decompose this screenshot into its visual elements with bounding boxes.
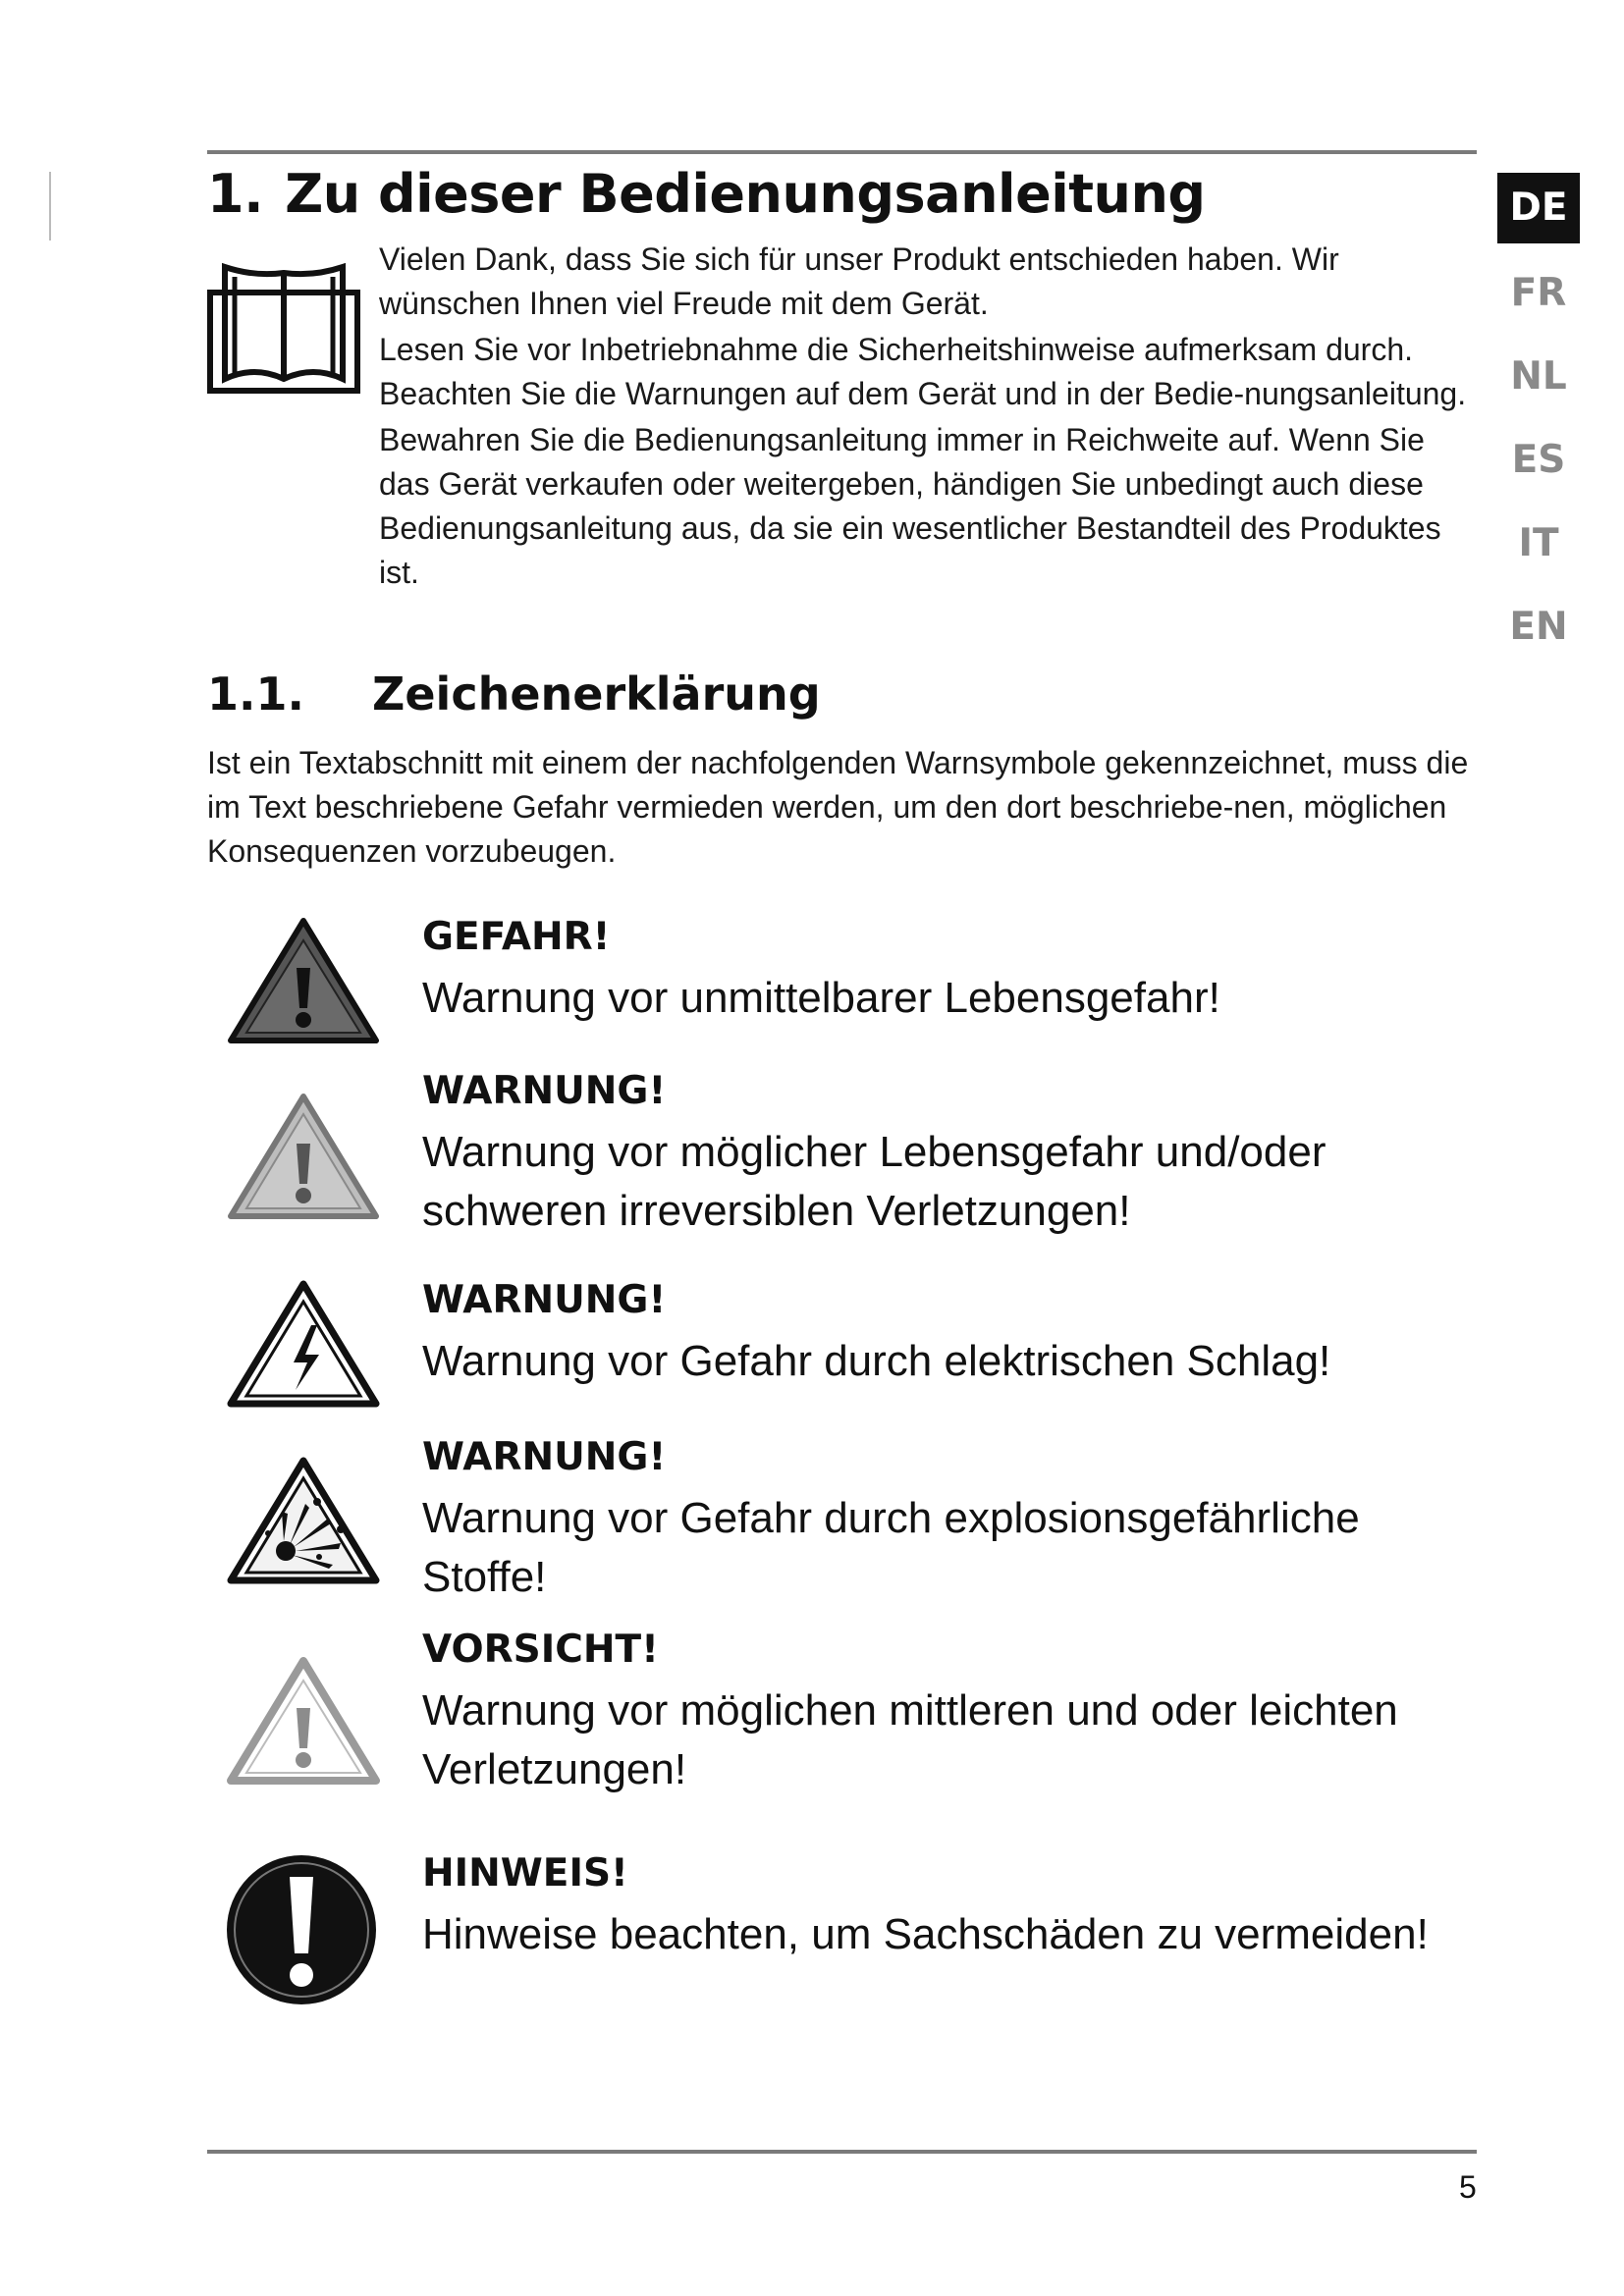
warning-text: Warnung vor möglicher Lebensgefahr und/oder schweren irreversiblen Verletzungen! bbox=[422, 1128, 1326, 1235]
page-number: 5 bbox=[1459, 2169, 1477, 2205]
warning-label: WARNUNG! bbox=[422, 1069, 667, 1113]
section-paragraph: Ist ein Textabschnitt mit einem der nachfolgenden Warnsymbole gekennzeichnet, muss die im Text beschriebene Gefahr vermieden werden, um den dort beschriebe-nen, möglichen Konsequenzen vorzubeugen. bbox=[207, 745, 1469, 869]
section-heading bbox=[207, 667, 821, 721]
explosive-icon bbox=[225, 1455, 382, 1592]
section-title: Zeichenerklärung bbox=[372, 667, 821, 721]
caution-triangle-icon bbox=[225, 1655, 382, 1792]
electric-shock-icon bbox=[225, 1278, 382, 1415]
language-tabs bbox=[1497, 173, 1580, 672]
warning-text: Warnung vor möglichen mittleren und oder leichten Verletzungen! bbox=[422, 1686, 1398, 1793]
warning-label: WARNUNG! bbox=[422, 1278, 667, 1322]
warning-text: Warnung vor unmittelbarer Lebensgefahr! bbox=[422, 974, 1220, 1022]
intro-paragraph: Lesen Sie vor Inbetriebnahme die Sicherheitshinweise aufmerksam durch. Beachten Sie die Warnungen auf dem Gerät und in der Bedie-nungsanleitung. bbox=[379, 332, 1467, 411]
language-tab-de[interactable]: DE bbox=[1497, 173, 1580, 243]
chapter-title: Zu dieser Bedienungsanleitung bbox=[285, 163, 1206, 225]
warning-label: HINWEIS! bbox=[422, 1851, 628, 1896]
language-tab-fr[interactable]: FR bbox=[1510, 271, 1567, 315]
language-tab-es[interactable]: ES bbox=[1511, 438, 1566, 482]
warning-text: Warnung vor Gefahr durch elektrischen Schlag! bbox=[422, 1337, 1331, 1385]
warning-label: WARNUNG! bbox=[422, 1435, 667, 1479]
margin-mark bbox=[49, 172, 51, 240]
warning-triangle-icon bbox=[225, 1091, 382, 1228]
intro-paragraph: Vielen Dank, dass Sie sich für unser Produkt entschieden haben. Wir wünschen Ihnen viel Freude mit dem Gerät. bbox=[379, 241, 1339, 321]
warning-text: Hinweise beachten, um Sachschäden zu vermeiden! bbox=[422, 1910, 1429, 1958]
warning-label: VORSICHT! bbox=[422, 1628, 659, 1672]
book-icon bbox=[207, 263, 360, 395]
footer-rule bbox=[207, 2150, 1477, 2154]
language-tab-nl[interactable]: NL bbox=[1510, 354, 1567, 399]
section-intro bbox=[207, 741, 1484, 874]
header-rule bbox=[207, 150, 1477, 154]
danger-triangle-icon bbox=[225, 915, 382, 1052]
chapter-number: 1. bbox=[207, 163, 264, 225]
warning-label: GEFAHR! bbox=[422, 915, 611, 959]
chapter-heading bbox=[207, 163, 1206, 225]
notice-circle-icon bbox=[223, 1851, 380, 2008]
warning-text: Warnung vor Gefahr durch explosionsgefährliche Stoffe! bbox=[422, 1494, 1360, 1601]
language-tab-en[interactable]: EN bbox=[1509, 605, 1568, 649]
language-tab-it[interactable]: IT bbox=[1518, 521, 1559, 565]
intro-paragraph: Bewahren Sie die Bedienungsanleitung immer in Reichweite auf. Wenn Sie das Gerät verkaufen oder weitergeben, händigen Sie unbedingt auch diese Bedienungsanleitung aus, da sie ein wesentlicher Bestandteil des Produktes ist. bbox=[379, 422, 1441, 590]
chapter-intro bbox=[379, 238, 1484, 597]
section-number: 1.1. bbox=[207, 667, 304, 721]
